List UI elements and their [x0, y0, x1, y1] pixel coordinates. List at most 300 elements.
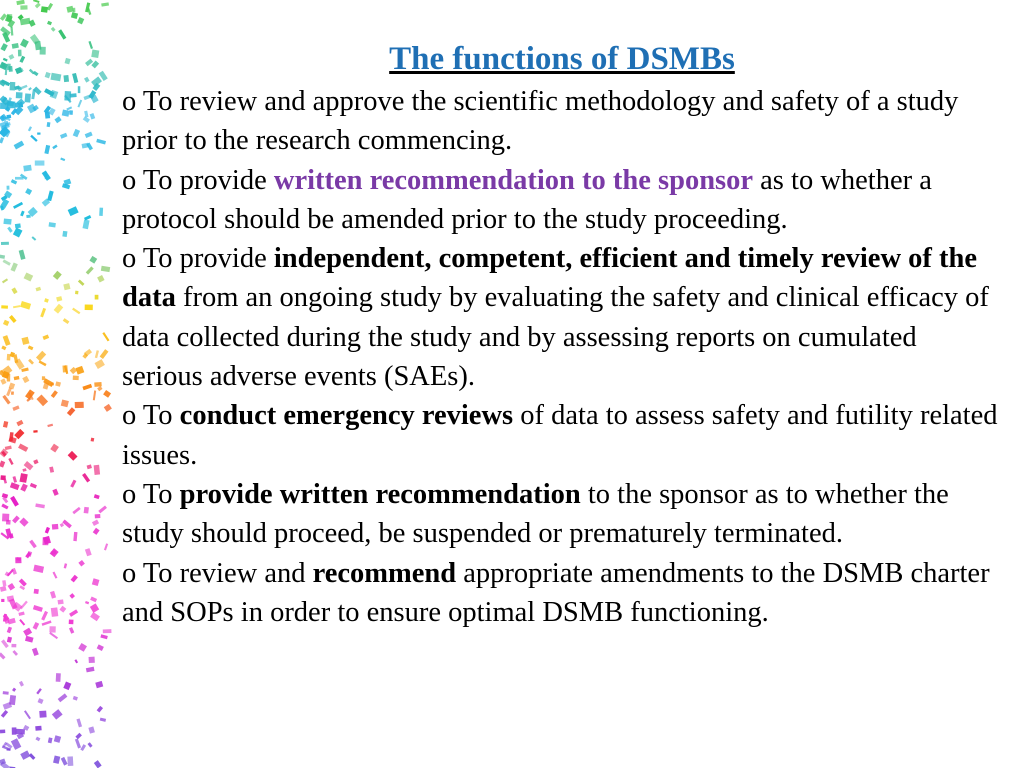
item-text-after: to the sponsor as to whether the study should proceed, be suspended or prematurely terminated. [122, 478, 949, 550]
confetti-piece [0, 652, 6, 659]
confetti-piece [102, 332, 109, 341]
confetti-piece [49, 222, 56, 227]
list-item [122, 475, 1002, 554]
confetti-piece [77, 17, 84, 24]
bullet-marker: o [122, 478, 137, 510]
confetti-piece [51, 390, 58, 398]
confetti-piece [7, 227, 13, 233]
confetti-piece [69, 593, 75, 599]
confetti-piece [10, 27, 13, 36]
confetti-piece [29, 753, 36, 760]
confetti-piece [14, 141, 25, 150]
confetti-piece [87, 742, 92, 747]
confetti-piece [28, 87, 32, 91]
confetti-piece [104, 404, 112, 412]
confetti-piece [41, 6, 48, 12]
confetti-piece [103, 629, 112, 633]
confetti-piece [71, 12, 78, 19]
confetti-piece [10, 496, 19, 507]
bullet-marker: o [122, 400, 137, 432]
confetti-piece [5, 446, 12, 451]
confetti-piece [20, 750, 30, 759]
confetti-piece [35, 161, 45, 166]
confetti-piece [85, 548, 92, 556]
slide-title [122, 38, 1002, 80]
confetti-piece [63, 318, 70, 324]
confetti-piece [73, 129, 80, 137]
confetti-piece [28, 345, 34, 350]
confetti-piece [47, 122, 51, 127]
confetti-piece [28, 359, 34, 365]
confetti-piece [10, 82, 16, 91]
confetti-piece [75, 733, 82, 739]
confetti-piece [19, 56, 25, 63]
confetti-piece [8, 583, 16, 591]
item-emphasis-highlight: written recommendation to the sponsor [273, 164, 754, 196]
confetti-piece [13, 476, 17, 483]
confetti-piece [1, 242, 9, 245]
confetti-piece [50, 548, 59, 557]
confetti-piece [3, 58, 8, 62]
confetti-piece [80, 744, 86, 751]
confetti-piece [58, 29, 66, 39]
list-item [122, 396, 1002, 475]
confetti-piece [60, 523, 64, 527]
item-text: To [142, 478, 180, 510]
list-item [122, 82, 1002, 161]
confetti-piece [91, 438, 95, 442]
confetti-piece [72, 73, 78, 83]
item-text: To provide [142, 243, 274, 275]
confetti-piece [2, 278, 8, 283]
confetti-piece [78, 86, 81, 93]
confetti-piece [61, 399, 69, 407]
confetti-piece [72, 308, 80, 315]
confetti-piece [2, 395, 10, 405]
confetti-piece [0, 121, 10, 130]
confetti-piece [59, 606, 66, 613]
confetti-piece [51, 27, 56, 32]
confetti-piece [22, 468, 26, 471]
confetti-piece [19, 473, 27, 483]
confetti-piece [13, 305, 20, 308]
confetti-piece [58, 599, 64, 604]
confetti-piece [93, 528, 100, 535]
confetti-piece [50, 73, 61, 81]
confetti-piece [92, 578, 100, 586]
confetti-piece [8, 458, 13, 465]
confetti-piece [90, 603, 99, 612]
confetti-piece [36, 688, 42, 694]
item-emphasis: recommend [312, 557, 457, 589]
confetti-piece [52, 144, 57, 149]
confetti-piece [36, 394, 48, 406]
confetti-piece [47, 191, 54, 202]
confetti-piece [84, 77, 90, 83]
confetti-piece [54, 116, 61, 123]
confetti-piece [0, 729, 5, 733]
confetti-piece [12, 405, 19, 411]
confetti-piece [68, 206, 79, 216]
confetti-piece [19, 85, 27, 90]
confetti-piece [16, 420, 23, 426]
confetti-piece [1, 345, 6, 350]
confetti-piece [11, 263, 18, 272]
confetti-piece [0, 586, 7, 592]
confetti-piece [30, 135, 37, 142]
confetti-piece [68, 451, 78, 461]
confetti-piece [19, 518, 28, 527]
confetti-piece [70, 480, 76, 488]
confetti-piece [45, 72, 51, 79]
confetti-piece [71, 575, 78, 583]
confetti-piece [69, 93, 76, 97]
confetti-piece [101, 266, 110, 272]
list-item [122, 554, 1002, 633]
confetti-piece [94, 465, 100, 475]
confetti-piece [33, 622, 40, 630]
confetti-piece [33, 430, 37, 433]
confetti-piece [90, 597, 97, 603]
confetti-piece [7, 627, 12, 634]
confetti-piece [45, 527, 50, 534]
confetti-piece [49, 626, 55, 632]
confetti-piece [42, 620, 52, 626]
confetti-piece [41, 611, 48, 621]
item-text-after: from an ongoing study by evaluating the safety and clinical efficacy of data collected during the study and by assessing reports on cumulated serious adverse events (SAEs). [122, 282, 989, 393]
confetti-piece [65, 58, 71, 65]
confetti-piece [94, 382, 101, 387]
confetti-piece [1, 305, 8, 309]
confetti-piece [12, 650, 18, 656]
confetti-piece [13, 227, 23, 237]
confetti-piece [23, 628, 32, 637]
confetti-piece [2, 580, 6, 586]
confetti-piece [88, 726, 95, 733]
confetti-piece [50, 444, 59, 453]
confetti-piece [35, 503, 45, 508]
confetti-piece [3, 219, 11, 225]
confetti-piece [24, 710, 31, 719]
confetti-piece [20, 483, 28, 491]
list-item [122, 239, 1002, 396]
item-text: To [142, 400, 180, 432]
confetti-piece [12, 727, 17, 734]
confetti-piece [20, 39, 29, 48]
confetti-piece [95, 350, 99, 358]
confetti-piece [64, 563, 67, 568]
confetti-piece [43, 382, 49, 389]
confetti-piece [63, 75, 69, 82]
confetti-piece [53, 755, 60, 763]
confetti-piece [55, 381, 61, 386]
confetti-piece [95, 514, 101, 518]
confetti-piece [11, 644, 16, 648]
confetti-piece [69, 110, 73, 115]
confetti-piece [40, 308, 46, 318]
confetti-piece [53, 572, 58, 579]
confetti-piece [1, 504, 8, 510]
confetti-piece [82, 384, 92, 390]
confetti-piece [62, 109, 70, 116]
confetti-piece [47, 21, 52, 26]
confetti-piece [16, 0, 24, 5]
confetti-piece [3, 259, 11, 265]
confetti-piece [73, 376, 79, 381]
bullet-marker: o [122, 164, 137, 196]
item-text: To review and [142, 557, 313, 589]
confetti-piece [20, 301, 31, 310]
confetti-piece [48, 737, 53, 743]
confetti-piece [7, 374, 11, 382]
confetti-piece [94, 494, 100, 499]
confetti-piece [67, 407, 75, 416]
confetti-piece [21, 337, 29, 345]
confetti-piece [35, 726, 41, 731]
confetti-piece [11, 287, 17, 294]
confetti-piece [56, 296, 62, 301]
confetti-piece [25, 93, 31, 102]
confetti-piece [35, 2, 41, 8]
confetti-piece [8, 66, 12, 72]
confetti-piece [11, 738, 21, 750]
item-text: To review and approve the scientific methodology and safety of a study prior to the research commencing. [122, 86, 959, 157]
confetti-piece [90, 612, 100, 621]
confetti-piece [13, 202, 23, 209]
confetti-piece [66, 6, 73, 13]
confetti-piece [89, 657, 95, 663]
item-text: To provide [142, 164, 274, 196]
confetti-piece [42, 334, 49, 340]
item-text-after: of data to assess safety and futility related issues. [122, 400, 998, 471]
confetti-piece [77, 100, 82, 108]
item-text-after: as to whether a protocol should be amended prior to the study proceeding. [122, 164, 932, 235]
confetti-piece [34, 589, 39, 594]
confetti-piece [88, 41, 93, 49]
confetti-piece [97, 275, 104, 282]
confetti-piece [3, 335, 11, 346]
confetti-piece [21, 368, 28, 372]
confetti-piece [85, 305, 93, 311]
confetti-piece [0, 461, 5, 468]
confetti-piece [58, 693, 68, 702]
confetti-piece [78, 560, 85, 567]
confetti-piece [72, 507, 80, 514]
confetti-piece [97, 644, 104, 651]
confetti-piece [100, 349, 109, 359]
confetti-piece [98, 505, 107, 513]
confetti-piece [1, 599, 4, 602]
confetti-piece [86, 667, 95, 673]
confetti-piece [50, 383, 54, 386]
confetti-piece [62, 231, 67, 237]
confetti-piece [97, 386, 102, 391]
confetti-piece [53, 271, 62, 280]
confetti-piece [44, 298, 49, 303]
confetti-piece [60, 157, 65, 161]
confetti-piece [30, 483, 37, 489]
confetti-piece [69, 609, 78, 617]
confetti-piece [42, 376, 45, 380]
confetti-piece [38, 698, 44, 704]
confetti-piece [14, 376, 20, 380]
confetti-piece [44, 145, 50, 154]
confetti-piece [75, 738, 81, 748]
confetti-piece [22, 376, 29, 383]
confetti-piece [96, 139, 106, 145]
confetti-piece [3, 320, 9, 326]
confetti-piece [50, 591, 56, 599]
confetti-piece [0, 378, 6, 384]
confetti-piece [32, 648, 39, 656]
confetti-piece [39, 360, 47, 366]
confetti-piece [19, 578, 27, 586]
confetti-piece [2, 514, 9, 522]
item-emphasis: conduct emergency reviews [179, 400, 514, 432]
confetti-piece [0, 43, 7, 51]
confetti-piece [3, 691, 9, 695]
confetti-piece [91, 49, 99, 58]
confetti-piece [24, 272, 34, 281]
confetti-piece [36, 351, 46, 361]
item-emphasis: independent, competent, efficient and timely review of the data [122, 243, 978, 314]
confetti-piece [78, 643, 87, 652]
confetti-piece [12, 43, 19, 49]
confetti-piece [73, 8, 76, 12]
confetti-piece [52, 709, 63, 720]
list-item [122, 161, 1002, 240]
confetti-piece [28, 126, 32, 131]
confetti-piece [95, 359, 105, 369]
confetti-piece [33, 605, 43, 612]
confetti-piece [8, 54, 14, 60]
confetti-piece [1, 710, 8, 718]
confetti-piece [92, 519, 99, 526]
confetti-piece [62, 520, 72, 529]
confetti-piece [36, 287, 42, 292]
confetti-piece [103, 390, 111, 398]
bullet-marker: o [122, 243, 137, 275]
confetti-piece [49, 632, 58, 639]
confetti-piece [32, 236, 37, 241]
confetti-piece [19, 681, 24, 687]
confetti-piece [52, 524, 59, 530]
confetti-piece [63, 283, 70, 290]
confetti-piece [84, 507, 89, 514]
confetti-piece [61, 757, 68, 766]
confetti-piece [85, 601, 89, 604]
confetti-piece [70, 367, 77, 374]
confetti-piece [7, 637, 12, 643]
confetti-piece [19, 619, 25, 626]
confetti-piece [18, 611, 24, 615]
confetti-piece [56, 673, 61, 682]
confetti-piece [82, 473, 90, 482]
confetti-piece [7, 186, 10, 190]
confetti-piece [35, 737, 40, 742]
confetti-piece [67, 756, 73, 766]
confetti-piece [97, 706, 103, 713]
confetti-piece [66, 106, 72, 110]
confetti-piece [75, 402, 84, 408]
confetti-piece [25, 636, 34, 643]
confetti-piece [18, 50, 22, 57]
confetti-piece [9, 315, 17, 323]
confetti-piece [10, 482, 20, 490]
confetti-piece [54, 304, 64, 314]
confetti-piece [9, 695, 16, 705]
confetti-piece [73, 532, 77, 541]
item-text-after: appropriate amendments to the DSMB charter and SOPs in order to ensure optimal DSMB functioning. [122, 557, 990, 628]
confetti-piece [0, 255, 5, 259]
confetti-piece [47, 424, 53, 428]
confetti-piece [12, 688, 16, 692]
confetti-piece [75, 291, 78, 295]
confetti-piece [2, 497, 8, 504]
confetti-piece [60, 133, 67, 139]
confetti-piece [26, 215, 30, 218]
bullet-marker: o [122, 86, 137, 117]
confetti-piece [7, 748, 11, 750]
confetti-piece [87, 464, 92, 469]
confetti-piece [33, 565, 44, 573]
slide-content [122, 38, 1002, 632]
confetti-piece [15, 223, 21, 228]
confetti-piece [6, 387, 12, 396]
confetti-piece [16, 92, 23, 98]
confetti-piece [20, 211, 24, 217]
confetti-piece [74, 659, 78, 663]
confetti-piece [69, 619, 74, 624]
confetti-piece [11, 391, 14, 395]
confetti-piece [7, 354, 11, 361]
confetti-border-decoration [0, 0, 120, 768]
confetti-piece [40, 47, 46, 55]
confetti-piece [12, 515, 20, 523]
confetti-piece [69, 627, 74, 634]
confetti-piece [49, 466, 54, 472]
confetti-piece [85, 132, 93, 138]
confetti-piece [15, 557, 21, 563]
confetti-piece [11, 179, 17, 184]
confetti-piece [23, 165, 32, 172]
confetti-piece [14, 429, 24, 439]
confetti-piece [37, 132, 40, 134]
confetti-piece [3, 421, 8, 428]
item-emphasis: provide written recommendation [179, 478, 581, 510]
confetti-piece [54, 735, 61, 743]
confetti-piece [101, 2, 109, 6]
confetti-piece [29, 540, 37, 549]
confetti-piece [0, 475, 5, 480]
confetti-piece [78, 279, 85, 285]
confetti-piece [95, 681, 103, 688]
confetti-piece [93, 390, 96, 400]
confetti-piece [9, 533, 14, 539]
confetti-piece [76, 718, 82, 727]
confetti-piece [100, 718, 106, 722]
confetti-piece [0, 137, 4, 143]
confetti-piece [104, 543, 108, 550]
confetti-piece [83, 219, 90, 229]
confetti-piece [33, 459, 38, 464]
confetti-piece [20, 5, 27, 9]
confetti-piece [39, 711, 46, 718]
slide-title-text: The functions of DSMBs [389, 41, 735, 77]
confetti-piece [63, 682, 71, 691]
confetti-piece [90, 113, 96, 120]
confetti-piece [99, 208, 103, 216]
